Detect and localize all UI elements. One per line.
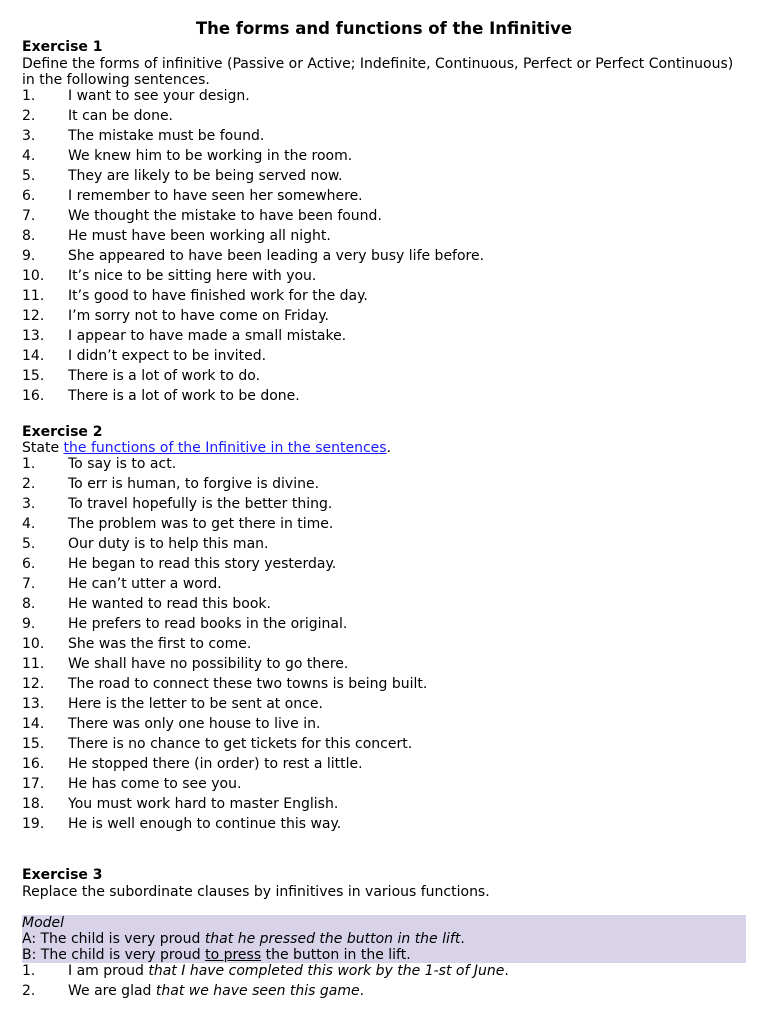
item-text: The problem was to get there in time.	[68, 516, 334, 532]
exercise-3-heading: Exercise 3	[22, 867, 103, 883]
item-number: 2.	[22, 983, 36, 999]
item-text: There is no chance to get tickets for this concert.	[68, 736, 413, 752]
instruction-suffix: .	[386, 440, 392, 456]
item-text: It’s good to have finished work for the day.	[68, 288, 368, 304]
item-text: He stopped there (in order) to rest a little.	[68, 756, 363, 772]
item-number: 12.	[22, 308, 45, 324]
item-number: 4.	[22, 148, 36, 164]
item-text: He wanted to read this book.	[68, 596, 271, 612]
item-text: We knew him to be working in the room.	[68, 148, 353, 164]
item-text: I appear to have made a small mistake.	[68, 328, 347, 344]
item-number: 12.	[22, 676, 45, 692]
item-number: 6.	[22, 188, 36, 204]
item-text: It’s nice to be sitting here with you.	[68, 268, 317, 284]
item-text: To say is to act.	[68, 456, 177, 472]
item-text: He has come to see you.	[68, 776, 242, 792]
item-text: It can be done.	[68, 108, 174, 124]
item-number: 9.	[22, 248, 36, 264]
item-number: 7.	[22, 576, 36, 592]
item-text: We shall have no possibility to go there.	[68, 656, 349, 672]
page-title: The forms and functions of the Infinitive	[195, 19, 573, 38]
item-text: The mistake must be found.	[68, 128, 265, 144]
item-number: 19.	[22, 816, 45, 832]
item-number: 6.	[22, 556, 36, 572]
item-text: He can’t utter a word.	[68, 576, 222, 592]
item-number: 4.	[22, 516, 36, 532]
item-text: I want to see your design.	[68, 88, 250, 104]
item-number: 14.	[22, 348, 45, 364]
functions-link[interactable]: the functions of the Infinitive in the sentences	[63, 440, 387, 456]
item-text: To travel hopefully is the better thing.	[68, 496, 333, 512]
model-label: Model	[22, 915, 65, 931]
item-text: The road to connect these two towns is being built.	[68, 676, 428, 692]
model-box	[22, 915, 746, 963]
item-text: I’m sorry not to have come on Friday.	[68, 308, 329, 324]
item-number: 7.	[22, 208, 36, 224]
item-text: I am proud that I have completed this work by the 1-st of June.	[68, 963, 509, 979]
item-number: 13.	[22, 328, 45, 344]
item-text: We thought the mistake to have been found.	[68, 208, 382, 224]
item-number: 5.	[22, 168, 36, 184]
item-number: 1.	[22, 456, 36, 472]
item-number: 1.	[22, 963, 36, 979]
item-text: There was only one house to live in.	[68, 716, 321, 732]
item-text: He began to read this story yesterday.	[68, 556, 337, 572]
item-number: 16.	[22, 756, 45, 772]
item-text: Here is the letter to be sent at once.	[68, 696, 323, 712]
item-text: She appeared to have been leading a very busy life before.	[68, 248, 485, 264]
exercise-1-instruction: Define the forms of infinitive (Passive or Active; Indefinite, Continuous, Perfect or Perfect Continuous) in the following sentences.	[22, 56, 734, 88]
item-number: 3.	[22, 128, 36, 144]
item-number: 5.	[22, 536, 36, 552]
item-text: There is a lot of work to be done.	[68, 388, 300, 404]
item-number: 15.	[22, 368, 45, 384]
item-number: 3.	[22, 496, 36, 512]
exercise-1-heading: Exercise 1	[22, 39, 103, 55]
item-text: I didn’t expect to be invited.	[68, 348, 267, 364]
item-number: 8.	[22, 596, 36, 612]
item-text: She was the first to come.	[68, 636, 252, 652]
item-number: 2.	[22, 108, 36, 124]
item-number: 1.	[22, 88, 36, 104]
item-text: You must work hard to master English.	[68, 796, 339, 812]
item-text: He is well enough to continue this way.	[68, 816, 342, 832]
item-number: 8.	[22, 228, 36, 244]
item-number: 11.	[22, 288, 45, 304]
item-text: He prefers to read books in the original.	[68, 616, 348, 632]
item-number: 18.	[22, 796, 45, 812]
item-text: He must have been working all night.	[68, 228, 331, 244]
exercise-2-heading: Exercise 2	[22, 424, 103, 440]
item-number: 17.	[22, 776, 45, 792]
instruction-prefix: State	[22, 440, 64, 456]
item-number: 14.	[22, 716, 45, 732]
model-line-b: B: The child is very proud to press the button in the lift.	[22, 947, 411, 963]
item-text: We are glad that we have seen this game.	[68, 983, 365, 999]
model-line-a: A: The child is very proud that he pressed the button in the lift.	[22, 931, 465, 947]
item-number: 10.	[22, 268, 45, 284]
exercise-3-instruction: Replace the subordinate clauses by infinitives in various functions.	[22, 884, 490, 900]
item-number: 9.	[22, 616, 36, 632]
item-number: 15.	[22, 736, 45, 752]
item-number: 2.	[22, 476, 36, 492]
item-number: 11.	[22, 656, 45, 672]
item-number: 13.	[22, 696, 45, 712]
item-number: 16.	[22, 388, 45, 404]
item-text: There is a lot of work to do.	[68, 368, 261, 384]
item-text: I remember to have seen her somewhere.	[68, 188, 363, 204]
item-text: To err is human, to forgive is divine.	[68, 476, 320, 492]
item-text: Our duty is to help this man.	[68, 536, 269, 552]
item-text: They are likely to be being served now.	[68, 168, 343, 184]
item-number: 10.	[22, 636, 45, 652]
